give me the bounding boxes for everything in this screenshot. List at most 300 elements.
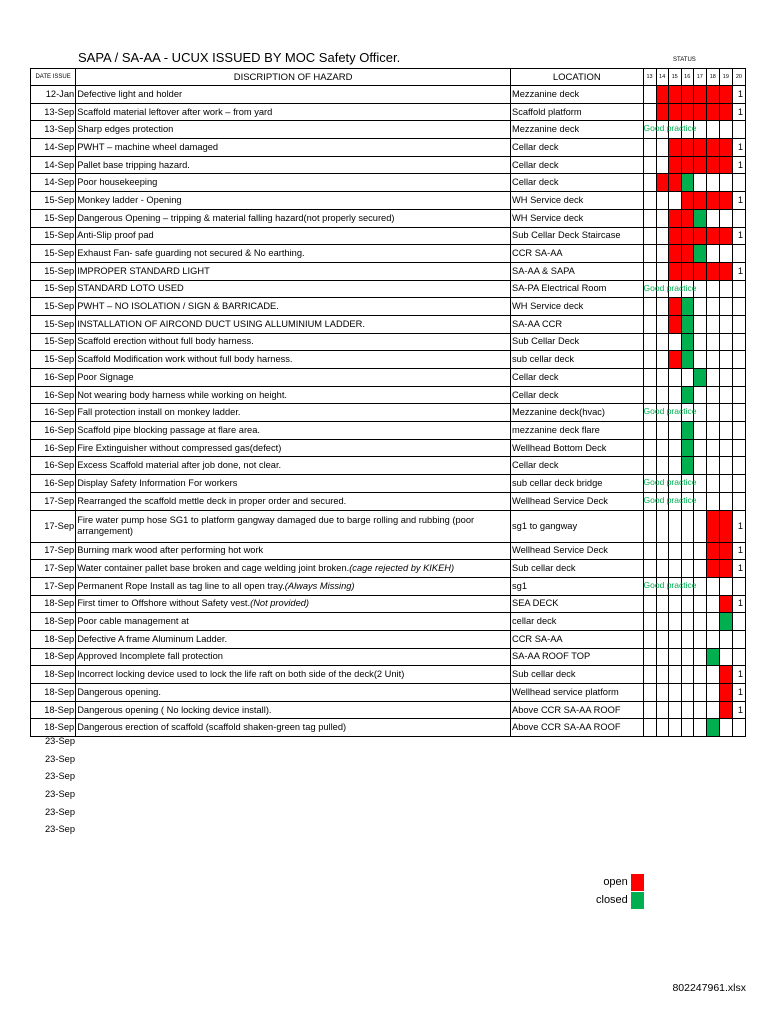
status-cell	[656, 227, 668, 245]
extra-date: 23-Sep	[45, 753, 75, 764]
status-open	[693, 262, 706, 280]
cell-date: 18-Sep	[31, 719, 76, 737]
cell-location: Cellar deck	[511, 139, 644, 157]
status-cell	[719, 648, 732, 666]
status-open	[693, 227, 706, 245]
status-cell	[719, 386, 732, 404]
status-cell	[719, 174, 732, 192]
cell-description	[76, 174, 511, 192]
status-open	[706, 86, 719, 104]
cell-description	[76, 684, 511, 702]
cell-description	[76, 351, 511, 369]
cell-location: Wellhead Bottom Deck	[511, 439, 644, 457]
status-cell	[693, 595, 706, 613]
description-text: Approved Incomplete fall protection	[77, 651, 223, 662]
status-cell	[643, 475, 697, 493]
cell-location: sg1 to gangway	[511, 510, 644, 542]
cell-date: 16-Sep	[31, 386, 76, 404]
good-practice-label: Good practice	[643, 282, 697, 293]
cell-date: 16-Sep	[31, 369, 76, 387]
status-open	[681, 86, 693, 104]
cell-description	[76, 630, 511, 648]
cell-day-20: 1	[732, 510, 745, 542]
status-cell	[643, 351, 656, 369]
status-cell	[719, 209, 732, 227]
cell-date: 15-Sep	[31, 280, 76, 298]
cell-date: 17-Sep	[31, 492, 76, 510]
cell-day-20: 1	[732, 595, 745, 613]
status-cell	[656, 542, 668, 560]
status-cell	[643, 280, 697, 298]
status-cell	[693, 684, 706, 702]
status-cell	[693, 560, 706, 578]
status-open	[668, 86, 681, 104]
status-cell	[719, 333, 732, 351]
status-cell	[668, 666, 681, 684]
table-row	[31, 262, 746, 280]
table-row	[31, 475, 746, 493]
status-cell	[693, 648, 706, 666]
status-open	[668, 156, 681, 174]
table-row	[31, 492, 746, 510]
status-cell	[693, 351, 706, 369]
status-cell	[693, 613, 706, 631]
cell-day-20: 1	[732, 192, 745, 210]
description-text: Poor cable management at	[77, 616, 189, 627]
description-text: Defective A frame Aluminum Ladder.	[77, 633, 228, 644]
extra-date: 23-Sep	[45, 771, 75, 782]
good-practice-label: Good practice	[643, 406, 697, 417]
cell-date: 17-Sep	[31, 577, 76, 595]
cell-description	[76, 542, 511, 560]
table-row	[31, 245, 746, 263]
status-open	[656, 174, 668, 192]
table-row	[31, 86, 746, 104]
cell-description	[76, 492, 511, 510]
cell-day-20: 1	[732, 542, 745, 560]
status-open	[668, 315, 681, 333]
header-day-17: 17	[693, 69, 706, 86]
cell-date: 18-Sep	[31, 666, 76, 684]
status-open	[719, 701, 732, 719]
description-text: Scaffold pipe blocking passage at flare area.	[77, 424, 260, 435]
status-cell	[706, 630, 719, 648]
cell-description	[76, 369, 511, 387]
status-closed	[693, 209, 706, 227]
status-cell	[706, 315, 719, 333]
cell-description	[76, 245, 511, 263]
status-open	[668, 351, 681, 369]
status-cell	[719, 439, 732, 457]
status-closed	[706, 648, 719, 666]
cell-description	[76, 315, 511, 333]
cell-description	[76, 475, 511, 493]
status-cell	[643, 86, 656, 104]
status-cell	[706, 245, 719, 263]
status-open	[656, 103, 668, 121]
table-row	[31, 404, 746, 422]
status-closed	[693, 369, 706, 387]
cell-day-20	[732, 351, 745, 369]
cell-location: WH Service deck	[511, 192, 644, 210]
cell-location: Mezzanine deck	[511, 86, 644, 104]
status-open	[681, 209, 693, 227]
description-note: (Not provided)	[250, 598, 310, 609]
cell-location: Cellar deck	[511, 369, 644, 387]
status-cell	[706, 333, 719, 351]
status-cell	[706, 209, 719, 227]
status-cell	[656, 369, 668, 387]
status-cell	[693, 422, 706, 440]
status-cell	[668, 719, 681, 737]
header-description: DISCRIPTION OF HAZARD	[76, 69, 511, 86]
status-cell	[681, 595, 693, 613]
status-cell	[693, 174, 706, 192]
status-cell	[693, 386, 706, 404]
cell-day-20	[732, 492, 745, 510]
header-day-13: 13	[643, 69, 656, 86]
status-open	[706, 227, 719, 245]
cell-description	[76, 719, 511, 737]
table-row	[31, 666, 746, 684]
table-row	[31, 577, 746, 595]
cell-description	[76, 139, 511, 157]
status-open	[681, 245, 693, 263]
description-text: Poor Signage	[77, 371, 134, 382]
status-open	[706, 262, 719, 280]
table-row	[31, 333, 746, 351]
table-row	[31, 422, 746, 440]
cell-location: WH Service deck	[511, 298, 644, 316]
description-text: Defective light and holder	[77, 88, 183, 99]
status-closed	[681, 333, 693, 351]
cell-location: sg1	[511, 577, 644, 595]
status-cell	[643, 719, 656, 737]
cell-location: Cellar deck	[511, 386, 644, 404]
status-open	[668, 245, 681, 263]
cell-location: SA-AA ROOF TOP	[511, 648, 644, 666]
cell-location: Scaffold platform	[511, 103, 644, 121]
table-row	[31, 121, 746, 139]
cell-day-20	[732, 280, 745, 298]
cell-date: 16-Sep	[31, 439, 76, 457]
cell-day-20: 1	[732, 666, 745, 684]
table-row	[31, 701, 746, 719]
header-day-16: 16	[681, 69, 693, 86]
status-cell	[668, 422, 681, 440]
status-cell	[706, 121, 719, 139]
cell-description	[76, 595, 511, 613]
header-date: DATE ISSUE	[31, 69, 76, 86]
cell-description	[76, 192, 511, 210]
table-row	[31, 542, 746, 560]
description-note: (cage rejected by KIKEH)	[349, 563, 455, 574]
description-text: IMPROPER STANDARD LIGHT	[77, 265, 210, 276]
status-cell	[643, 386, 656, 404]
status-cell	[706, 298, 719, 316]
description-text: Display Safety Information For workers	[77, 477, 238, 488]
good-practice-label: Good practice	[643, 123, 697, 134]
cell-description	[76, 121, 511, 139]
status-open	[719, 560, 732, 578]
status-cell	[656, 595, 668, 613]
cell-day-20	[732, 369, 745, 387]
status-cell	[656, 457, 668, 475]
status-cell	[643, 315, 656, 333]
table-row	[31, 613, 746, 631]
cell-description	[76, 422, 511, 440]
cell-description	[76, 280, 511, 298]
status-open	[668, 209, 681, 227]
status-cell	[656, 351, 668, 369]
cell-day-20: 1	[732, 139, 745, 157]
status-cell	[656, 333, 668, 351]
table-row	[31, 280, 746, 298]
cell-location: CCR SA-AA	[511, 630, 644, 648]
status-cell	[656, 666, 668, 684]
cell-date: 18-Sep	[31, 684, 76, 702]
status-open	[693, 192, 706, 210]
status-closed	[681, 457, 693, 475]
description-text: Fire water pump hose SG1 to platform gangway damaged due to barge rolling and rubbing (poor arrangement)	[77, 515, 475, 536]
cell-location: Cellar deck	[511, 174, 644, 192]
cell-location: Sub Cellar Deck	[511, 333, 644, 351]
status-cell	[706, 351, 719, 369]
status-cell	[706, 174, 719, 192]
status-cell	[706, 666, 719, 684]
table-row	[31, 351, 746, 369]
status-cell	[643, 492, 697, 510]
status-cell	[706, 369, 719, 387]
status-cell	[656, 439, 668, 457]
status-cell	[668, 701, 681, 719]
cell-location: Sub cellar deck	[511, 560, 644, 578]
description-text: Scaffold Modification work without full body harness.	[77, 354, 293, 365]
legend-open-swatch	[631, 874, 644, 891]
extra-date: 23-Sep	[45, 806, 75, 817]
status-cell	[681, 510, 693, 542]
cell-location: SEA DECK	[511, 595, 644, 613]
status-cell	[681, 684, 693, 702]
table-row	[31, 298, 746, 316]
description-text: PWHT – NO ISOLATION / SIGN & BARRICADE.	[77, 301, 279, 312]
cell-description	[76, 577, 511, 595]
cell-description	[76, 613, 511, 631]
table-row	[31, 630, 746, 648]
table-row	[31, 560, 746, 578]
description-text: PWHT – machine wheel damaged	[77, 141, 219, 152]
status-open	[706, 103, 719, 121]
status-cell	[693, 298, 706, 316]
table-row	[31, 315, 746, 333]
status-cell	[643, 577, 697, 595]
description-text: STANDARD LOTO USED	[77, 283, 184, 294]
cell-date: 18-Sep	[31, 630, 76, 648]
status-cell	[656, 262, 668, 280]
status-cell	[706, 613, 719, 631]
status-cell	[693, 439, 706, 457]
status-cell	[656, 684, 668, 702]
table-row	[31, 103, 746, 121]
status-cell	[643, 262, 656, 280]
cell-day-20	[732, 457, 745, 475]
status-cell	[719, 298, 732, 316]
status-cell	[668, 369, 681, 387]
status-open	[719, 510, 732, 542]
cell-description	[76, 439, 511, 457]
cell-date: 17-Sep	[31, 542, 76, 560]
status-cell	[719, 245, 732, 263]
cell-description	[76, 298, 511, 316]
status-open	[719, 103, 732, 121]
description-text: Monkey ladder - Opening	[77, 194, 182, 205]
legend-closed	[596, 891, 644, 909]
status-open	[719, 227, 732, 245]
header-day-14: 14	[656, 69, 668, 86]
status-cell	[643, 666, 656, 684]
header-day-20: 20	[732, 69, 745, 86]
status-cell	[643, 439, 656, 457]
cell-date: 17-Sep	[31, 510, 76, 542]
table-row	[31, 719, 746, 737]
status-cell	[719, 404, 732, 422]
status-cell	[668, 595, 681, 613]
cell-date: 15-Sep	[31, 315, 76, 333]
status-cell	[656, 192, 668, 210]
status-cell	[643, 209, 656, 227]
cell-description	[76, 510, 511, 542]
status-cell	[656, 560, 668, 578]
status-open	[668, 227, 681, 245]
status-cell	[706, 475, 719, 493]
cell-date: 15-Sep	[31, 209, 76, 227]
description-note: (Always Missing)	[284, 580, 355, 591]
status-cell	[681, 560, 693, 578]
status-cell	[719, 457, 732, 475]
cell-location: Cellar deck	[511, 156, 644, 174]
cell-date: 15-Sep	[31, 333, 76, 351]
cell-location: Sub cellar deck	[511, 666, 644, 684]
status-open	[681, 192, 693, 210]
description-text: Permanent Rope Install as tag line to all open tray.	[77, 580, 285, 591]
status-cell	[668, 333, 681, 351]
cell-description	[76, 457, 511, 475]
status-cell	[656, 139, 668, 157]
status-cell	[681, 630, 693, 648]
cell-description	[76, 262, 511, 280]
cell-date: 15-Sep	[31, 245, 76, 263]
cell-date: 12-Jan	[31, 86, 76, 104]
status-cell	[681, 648, 693, 666]
status-cell	[719, 630, 732, 648]
status-cell	[706, 386, 719, 404]
status-cell	[693, 630, 706, 648]
cell-description	[76, 86, 511, 104]
description-text: Scaffold material leftover after work – from yard	[77, 106, 273, 117]
header-row	[31, 69, 746, 86]
status-cell	[719, 280, 732, 298]
cell-location: Above CCR SA-AA ROOF	[511, 701, 644, 719]
cell-day-20	[732, 648, 745, 666]
description-text: Dangerous opening.	[77, 686, 161, 697]
status-cell	[643, 174, 656, 192]
table-row	[31, 139, 746, 157]
status-cell	[706, 684, 719, 702]
status-open	[719, 542, 732, 560]
status-closed	[681, 174, 693, 192]
cell-location: cellar deck	[511, 613, 644, 631]
description-text: Burning mark wood after performing hot work	[77, 545, 264, 556]
status-cell	[643, 701, 656, 719]
status-open	[668, 139, 681, 157]
cell-day-20	[732, 386, 745, 404]
status-cell	[681, 369, 693, 387]
status-cell	[643, 648, 656, 666]
extra-dates	[30, 733, 75, 839]
cell-day-20	[732, 298, 745, 316]
cell-date: 15-Sep	[31, 227, 76, 245]
cell-date: 15-Sep	[31, 298, 76, 316]
cell-date: 15-Sep	[31, 262, 76, 280]
status-cell	[719, 121, 732, 139]
cell-location: SA-AA CCR	[511, 315, 644, 333]
cell-location: sub cellar deck bridge	[511, 475, 644, 493]
cell-day-20: 1	[732, 684, 745, 702]
cell-day-20	[732, 174, 745, 192]
status-cell	[668, 648, 681, 666]
file-name: 802247961.xlsx	[672, 982, 746, 994]
status-open	[719, 139, 732, 157]
status-cell	[643, 630, 656, 648]
status-cell	[668, 684, 681, 702]
description-text: Rearranged the scaffold mettle deck in proper order and secured.	[77, 495, 347, 506]
cell-day-20	[732, 333, 745, 351]
status-cell	[693, 542, 706, 560]
cell-date: 16-Sep	[31, 404, 76, 422]
cell-day-20	[732, 404, 745, 422]
description-text: Anti-Slip proof pad	[77, 230, 154, 241]
cell-day-20	[732, 577, 745, 595]
status-cell	[643, 595, 656, 613]
status-cell	[643, 560, 656, 578]
status-open	[668, 298, 681, 316]
cell-date: 18-Sep	[31, 613, 76, 631]
table-row	[31, 227, 746, 245]
table-row	[31, 510, 746, 542]
description-text: Fall protection install on monkey ladder.	[77, 407, 241, 418]
status-cell	[706, 422, 719, 440]
cell-date: 14-Sep	[31, 174, 76, 192]
good-practice-label: Good practice	[643, 494, 697, 505]
status-cell	[656, 701, 668, 719]
status-cell	[668, 613, 681, 631]
status-cell	[643, 192, 656, 210]
description-text: Dangerous Opening – tripping & material falling hazard(not properly secured)	[77, 212, 395, 223]
status-cell	[656, 245, 668, 263]
description-text: Pallet base tripping hazard.	[77, 159, 190, 170]
cell-day-20	[732, 475, 745, 493]
cell-day-20	[732, 630, 745, 648]
cell-description	[76, 103, 511, 121]
cell-date: 16-Sep	[31, 457, 76, 475]
cell-day-20	[732, 209, 745, 227]
description-text: Excess Scaffold material after job done, not clear.	[77, 460, 282, 471]
extra-date: 23-Sep	[45, 824, 75, 835]
table-row	[31, 174, 746, 192]
cell-day-20: 1	[732, 701, 745, 719]
status-cell	[643, 121, 697, 139]
status-cell	[668, 386, 681, 404]
